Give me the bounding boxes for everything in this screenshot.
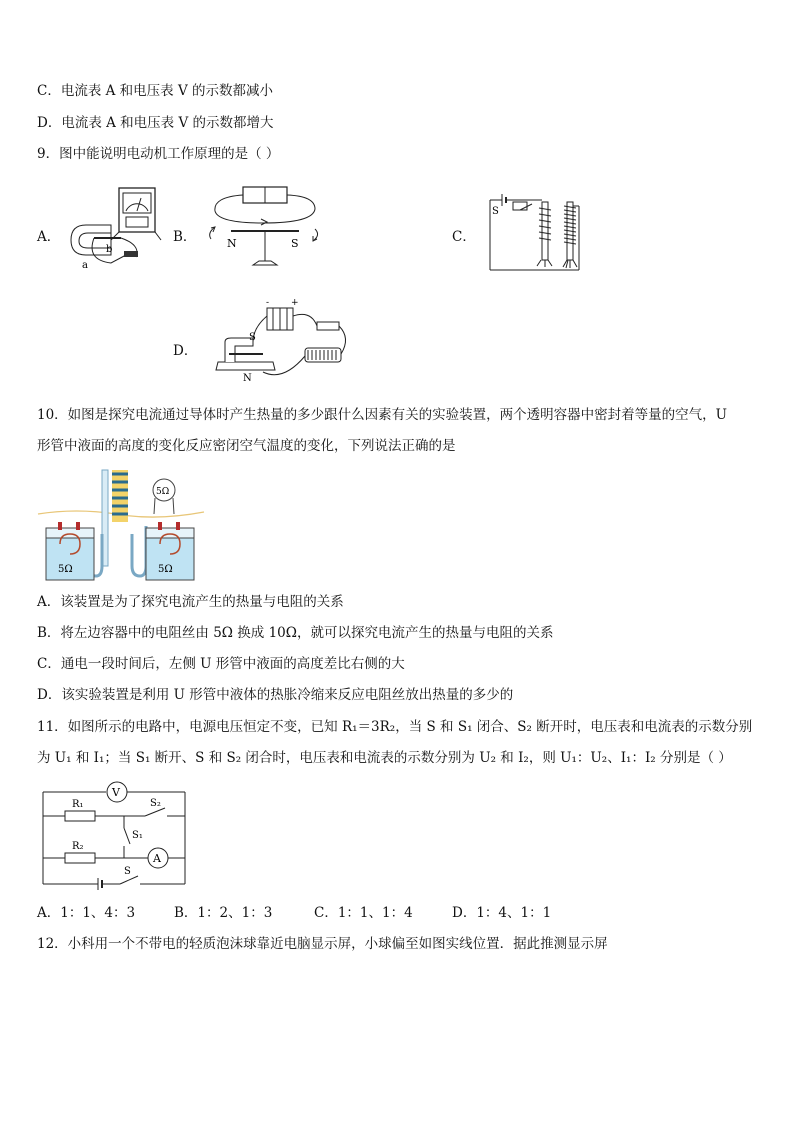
q9-stem: 9．图中能说明电动机工作原理的是（ ）: [37, 146, 280, 162]
q10-option-d: D．该实验装置是利用 U 形管中液体的热胀冷缩来反应电阻丝放出热量的多少的: [37, 687, 514, 703]
q11-circuit: [40, 778, 190, 890]
q11-s2: S₂: [150, 798, 161, 809]
q11-stem-line-1: 11．如图所示的电路中，电源电压恒定不变，已知 R₁＝3R₂，当 S 和 S₁ 闭合、S₂ 断开时，电压表和电流表的示数分别: [37, 719, 753, 735]
q11-s: S: [124, 866, 131, 877]
q10-resistor-top: 5Ω: [156, 487, 170, 497]
q9-d-s: S: [249, 332, 256, 343]
q9-label-a: A．: [37, 229, 61, 245]
q12-stem: 12．小科用一个不带电的轻质泡沫球靠近电脑显示屏，小球偏至如图实线位置．据此推测显示屏: [37, 936, 608, 952]
q10-option-c: C．通电一段时间后，左侧 U 形管中液面的高度差比右侧的大: [37, 656, 405, 672]
q10-stem-line-1: 10．如图是探究电流通过导体时产生热量的多少跟什么因素有关的实验装置，两个透明容器中密封着等量的空气，U: [37, 407, 728, 423]
q11-s1: S₁: [132, 830, 143, 841]
q11-stem-line-2: 为 U₁ 和 I₁；当 S₁ 断开、S 和 S₂ 闭合时，电压表和电流表的示数分别为 U₂ 和 I₂，则 U₁：U₂、I₁：I₂ 分别是（ ）: [37, 750, 732, 766]
q11-option-c: C．1：1、1：4: [314, 905, 413, 921]
q11-r2: R₂: [72, 841, 84, 852]
q9-label-b: B．: [173, 229, 197, 245]
q11-option-a: A．1：1、4：3: [37, 905, 136, 921]
q9-label-c: C．: [452, 229, 476, 245]
q10-resistor-left: 5Ω: [58, 564, 73, 575]
q11-option-b: B．1：2、1：3: [174, 905, 273, 921]
q11-r1: R₁: [72, 799, 84, 810]
q9-figure-c: [487, 188, 587, 273]
q9-figure-a: [66, 185, 166, 270]
q9-c-s: S: [492, 206, 499, 217]
q10-option-b: B．将左边容器中的电阻丝由 5Ω 换成 10Ω，就可以探究电流产生的热量与电阻的关系: [37, 625, 554, 641]
q9-a-letter-b: b: [106, 244, 113, 255]
q11-option-d: D．1：4、1：1: [452, 905, 552, 921]
q9-d-n: N: [243, 373, 252, 384]
q9-b-s: S: [291, 237, 299, 250]
q8-option-d: D．电流表 A 和电压表 V 的示数都增大: [37, 115, 274, 131]
q11-voltmeter: V: [112, 786, 120, 799]
q9-figure-d: [213, 298, 353, 386]
q9-a-letter-a: a: [82, 260, 88, 270]
q10-resistor-right: 5Ω: [158, 564, 173, 575]
q8-option-c: C．电流表 A 和电压表 V 的示数都减小: [37, 83, 273, 99]
q10-stem-line-2: 形管中液面的高度的变化反应密闭空气温度的变化，下列说法正确的是: [37, 438, 456, 454]
q10-figure: [36, 466, 206, 584]
q9-d-minus: -: [266, 298, 270, 308]
q11-ammeter: A: [153, 852, 161, 865]
q9-label-d: D．: [173, 343, 198, 359]
q10-option-a: A．该装置是为了探究电流产生的热量与电阻的关系: [37, 594, 344, 610]
q9-b-n: N: [227, 237, 237, 250]
q9-figure-b: [203, 183, 328, 273]
q9-d-plus: +: [291, 298, 299, 308]
